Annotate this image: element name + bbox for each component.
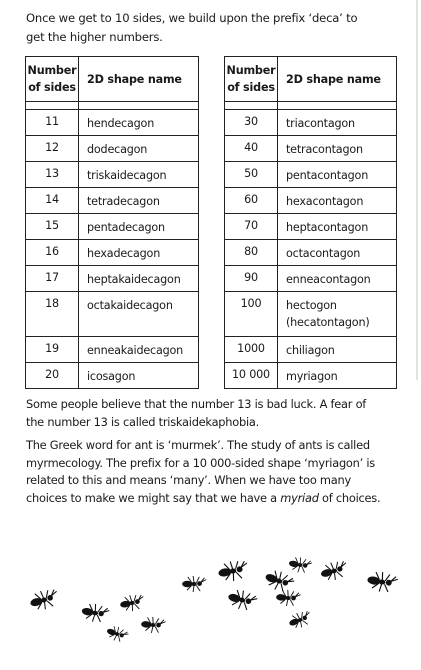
sides-cell: 90: [225, 266, 278, 292]
table-header-row: [225, 57, 397, 102]
shape-name-cell: hexadecagon: [79, 240, 199, 266]
table-row: [225, 136, 397, 162]
shape-name-cell: tetracontagon: [278, 136, 397, 162]
header-sides-line2: of sides: [28, 81, 76, 94]
ants-illustration: [0, 545, 421, 670]
sides-cell: 50: [225, 162, 278, 188]
sides-cell: 16: [26, 240, 79, 266]
fact-paragraph-bad-luck: Some people believe that the number 13 is bad luck. A fear of the number 13 is called triskaidekaphobia.: [26, 397, 367, 429]
header-shape-name: 2D shape name: [278, 57, 397, 102]
sides-cell: 17: [26, 266, 79, 292]
table-header-row: [26, 57, 199, 102]
ant-icon: [275, 589, 300, 606]
ant-paragraph-text: The Greek word for ant is ‘murmek’. The study of ants is called myrmecology. The prefix for a 10 000-sided shape ‘myriagon’ is related to this and means ‘many’. When we have too many choices to make we might say that we have a: [26, 438, 375, 505]
header-shape-name: 2D shape name: [79, 57, 199, 102]
sides-cell: 12: [26, 136, 79, 162]
table-row: [225, 292, 397, 337]
sides-cell: 80: [225, 240, 278, 266]
fact-paragraph-ants: [26, 437, 386, 507]
intro-text: Once we get to 10 sides, we build upon the prefix ‘deca’ to get the higher numbers.: [26, 11, 358, 44]
shape-name-cell: octakaidecagon: [79, 292, 199, 337]
shape-name-cell: myriagon: [278, 363, 397, 389]
ant-icon: [105, 624, 129, 644]
table-row: [26, 337, 199, 363]
shape-name-cell: tetradecagon: [79, 188, 199, 214]
header-sides-line1: Number: [27, 64, 77, 77]
page-margin-line: [416, 0, 418, 380]
table-row: [26, 110, 199, 136]
table-row: [26, 363, 199, 389]
sides-cell: 20: [26, 363, 79, 389]
shape-name-cell: heptacontagon: [278, 214, 397, 240]
table-row: [225, 214, 397, 240]
ant-icon: [319, 559, 349, 582]
sides-cell: 13: [26, 162, 79, 188]
shape-name-alternate: (hecatontagon): [286, 316, 370, 329]
sides-cell: 18: [26, 292, 79, 337]
ant-icon: [140, 616, 165, 633]
shape-name-primary: hectogon: [286, 299, 337, 312]
table-row: [26, 266, 199, 292]
ant-icon: [182, 576, 206, 591]
shape-name-cell: [278, 292, 397, 337]
shape-names-table-left: [25, 56, 199, 389]
ant-icon: [287, 609, 313, 630]
ant-icon: [263, 568, 295, 594]
ant-paragraph-emphasis: myriad: [280, 490, 319, 505]
sides-cell: 15: [26, 214, 79, 240]
sides-cell: 1000: [225, 337, 278, 363]
shape-name-cell: pentadecagon: [79, 214, 199, 240]
shape-name-cell: enneacontagon: [278, 266, 397, 292]
spacer-row: [225, 102, 397, 110]
table-row: [225, 266, 397, 292]
ant-icon: [119, 593, 145, 612]
shape-name-cell: hexacontagon: [278, 188, 397, 214]
header-sides-line1: Number: [226, 64, 276, 77]
ant-icon: [217, 559, 249, 583]
ant-icon: [80, 602, 109, 623]
sides-cell: 70: [225, 214, 278, 240]
table-row: [225, 188, 397, 214]
shape-name-cell: icosagon: [79, 363, 199, 389]
table-row: [225, 162, 397, 188]
shape-name-cell: heptakaidecagon: [79, 266, 199, 292]
ant-paragraph-end: of choices.: [318, 490, 381, 505]
ant-icon: [366, 570, 398, 594]
sides-cell: 10 000: [225, 363, 278, 389]
shape-name-cell: triacontagon: [278, 110, 397, 136]
sides-cell: 30: [225, 110, 278, 136]
header-number-of-sides: [225, 57, 278, 102]
spacer-row: [26, 102, 199, 110]
header-number-of-sides: [26, 57, 79, 102]
table-row: [26, 188, 199, 214]
ant-icon: [288, 556, 313, 574]
table-row: [26, 136, 199, 162]
table-row: [26, 214, 199, 240]
shape-name-cell: octacontagon: [278, 240, 397, 266]
shape-name-cell: enneakaidecagon: [79, 337, 199, 363]
table-row: [26, 162, 199, 188]
sides-cell: 60: [225, 188, 278, 214]
sides-cell: 11: [26, 110, 79, 136]
shape-name-cell: chiliagon: [278, 337, 397, 363]
shape-names-table-right: [224, 56, 397, 389]
shape-name-cell: pentacontagon: [278, 162, 397, 188]
table-row: [225, 363, 397, 389]
table-row: [26, 240, 199, 266]
sides-cell: 40: [225, 136, 278, 162]
ant-icon: [226, 588, 258, 613]
sides-cell: 14: [26, 188, 79, 214]
table-row: [225, 110, 397, 136]
header-sides-line2: of sides: [227, 81, 275, 94]
table-row: [225, 337, 397, 363]
shape-name-cell: hendecagon: [79, 110, 199, 136]
shape-name-cell: dodecagon: [79, 136, 199, 162]
sides-cell: 19: [26, 337, 79, 363]
table-row: [225, 240, 397, 266]
ant-icon: [28, 588, 60, 613]
sides-cell: 100: [225, 292, 278, 337]
shape-name-cell: triskaidecagon: [79, 162, 199, 188]
table-row: [26, 292, 199, 337]
